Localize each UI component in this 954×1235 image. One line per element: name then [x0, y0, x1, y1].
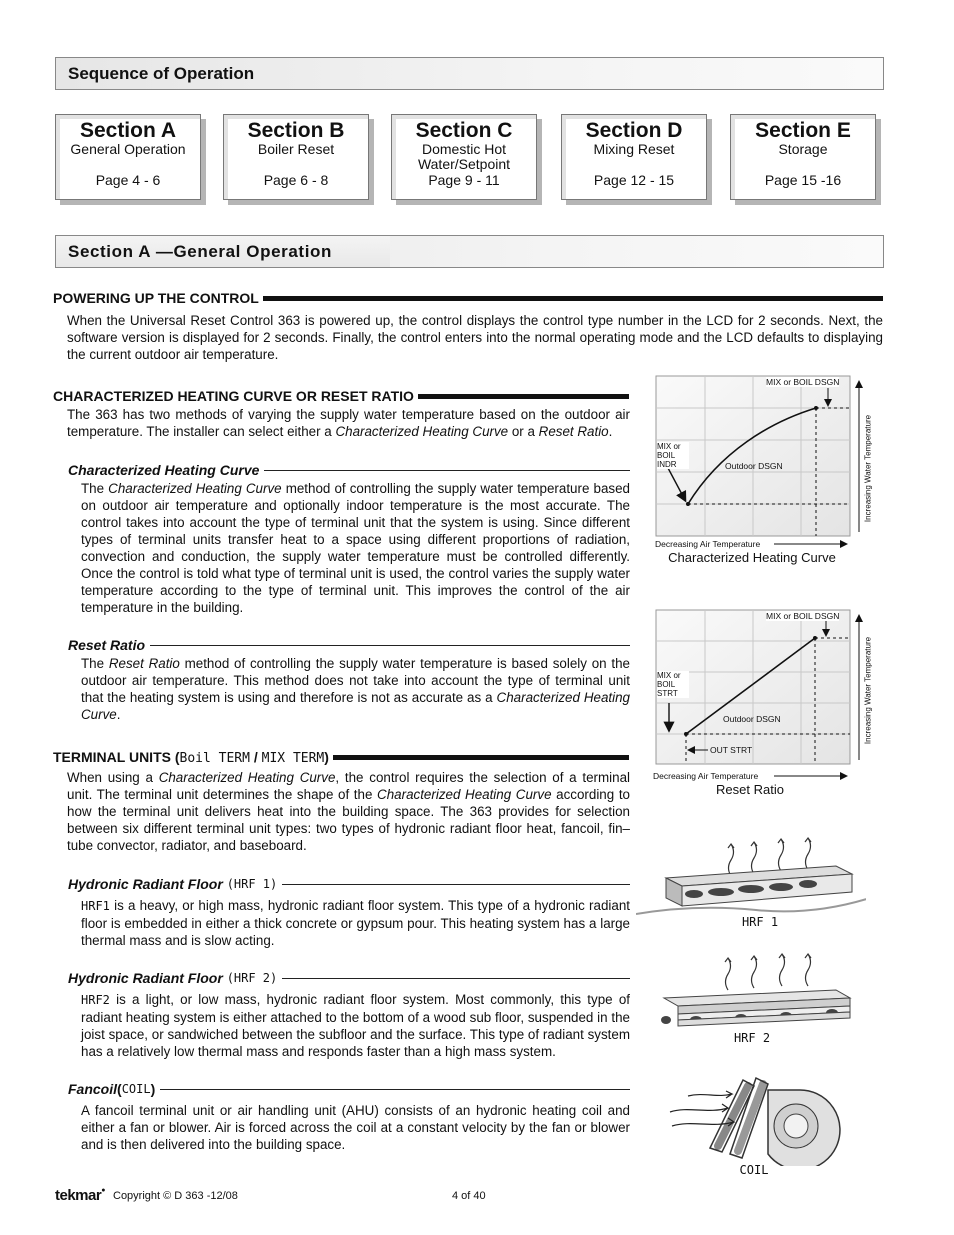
- text-em: Characterized Heating Curve: [81, 690, 631, 722]
- fancoil-heading: [68, 1081, 630, 1097]
- chc-x-axis-label: Decreasing Air Temperature: [655, 539, 761, 549]
- tab-section-e[interactable]: [730, 114, 876, 200]
- text-em: Characterized Heating Curve: [108, 481, 282, 496]
- tab-subtitle: Storage: [778, 141, 828, 157]
- rr-x-axis-label: Decreasing Air Temperature: [653, 771, 759, 781]
- fancoil-body: A fancoil terminal unit or air handling unit (AHU) consists of an hydronic heating coil and either a fan or blower. Air is forced across the coil at a constant velocity by the fan or blower and is then delivered into the building space.: [81, 1103, 630, 1152]
- rr-heading: [68, 637, 630, 653]
- text: is a light, or low mass, hydronic radiant floor system. Most commonly, this type of radiant heating system is either attached to the bottom of a wood sub floor, suspended in the joist space, or sandwiched between the subfloor and the surface. This type of radiant system has a relatively low thermal mass and responds faster than a high mass system.: [81, 992, 630, 1059]
- rr-left-label: [657, 671, 689, 698]
- powering-heading: [53, 290, 883, 306]
- hrf1-body: [81, 897, 630, 949]
- text: /: [249, 749, 262, 765]
- heading-rule: [263, 296, 883, 301]
- lcd-text: MIX TERM: [261, 751, 325, 766]
- lcd-text: (HRF 2): [226, 971, 278, 985]
- tab-section-a[interactable]: [55, 114, 201, 200]
- coil-caption: COIL: [739, 1163, 769, 1177]
- heading-rule: [160, 1089, 630, 1090]
- tab-subtitle: Domestic Hot Water/Setpoint: [417, 141, 511, 172]
- text: (: [117, 1081, 122, 1097]
- hrf2-body: [81, 991, 630, 1060]
- heading-rule: [333, 755, 629, 760]
- text: The 363 has two methods of varying the supply water temperature based on the outdoor air temperature. The installer can select either a: [67, 407, 630, 439]
- rr-out-strt-label: OUT STRT: [710, 745, 753, 755]
- heading-rule: [282, 884, 630, 885]
- label-line: BOIL: [657, 451, 676, 460]
- chc-top-label: MIX or BOIL DSGN: [766, 377, 840, 387]
- text: or a: [508, 424, 539, 439]
- text: ): [150, 1081, 156, 1097]
- tab-pages: Page 9 - 11: [428, 172, 500, 188]
- powering-body: When the Universal Reset Control 363 is powered up, the control displays the control type number in the LCD for 2 seconds. Next, the software version is displayed for 2 seconds. Finally, the control enters into the normal operating mode and the LCD defaults to displaying the current outdoor air temperature.: [67, 313, 883, 362]
- footer-copyright: Copyright © D 363 -12/08: [113, 1190, 238, 1202]
- chc-y-axis-label: Increasing Water Temperature: [863, 414, 873, 523]
- text: is a heavy, or high mass, hydronic radiant floor system. This type of a hydronic radiant floor is embedded in either a thick concrete or gypsum pour. This heating system has a large thermal mass and is slow acting.: [81, 898, 630, 948]
- hrf1-heading: [68, 876, 630, 892]
- coil-illustration: [668, 1066, 868, 1166]
- chc-caption: Characterized Heating Curve: [668, 550, 836, 565]
- powering-heading-text: POWERING UP THE CONTROL: [53, 290, 259, 306]
- terminal-body: [67, 769, 630, 854]
- heat-wave-icon: [725, 954, 811, 990]
- hrf1-illustration: [636, 826, 866, 926]
- lcd-text: Boil TERM: [179, 751, 250, 766]
- chc-mid-label: Outdoor DSGN: [725, 461, 783, 471]
- hrf1-caption: HRF 1: [741, 915, 779, 929]
- text: .: [116, 707, 121, 722]
- label-line: MIX or: [657, 671, 681, 680]
- rr-caption: Reset Ratio: [716, 782, 784, 797]
- tab-subtitle: General Operation: [70, 141, 186, 157]
- tab-title: Section D: [585, 119, 683, 142]
- curve-ratio-heading-text: CHARACTERIZED HEATING CURVE OR RESET RATIO: [53, 388, 414, 404]
- heading-rule: [150, 645, 630, 646]
- hrf2-heading-text: Hydronic Radiant Floor: [68, 970, 223, 986]
- text: The: [81, 481, 109, 496]
- sequence-title: Sequence of Operation: [68, 63, 255, 83]
- tab-pages: Page 4 - 6: [95, 172, 161, 188]
- chc-left-label: [657, 442, 689, 469]
- section-a-title: Section A —General Operation: [68, 241, 332, 261]
- text: The: [81, 656, 109, 671]
- hrf2-caption: HRF 2: [733, 1031, 771, 1045]
- lcd-text: (HRF 1): [226, 877, 278, 891]
- text: TERMINAL UNITS (: [53, 749, 180, 765]
- tab-subtitle: Boiler Reset: [257, 141, 335, 157]
- text-em: Characterized Heating Curve: [377, 787, 552, 802]
- air-flow-icon: [670, 1091, 734, 1126]
- rr-y-axis-label: Increasing Water Temperature: [863, 636, 873, 745]
- tab-section-b[interactable]: [223, 114, 369, 200]
- tab-title: Section A: [79, 119, 177, 142]
- lcd-text: HRF1: [81, 899, 110, 913]
- terminal-heading-text: [53, 749, 329, 766]
- tab-pages: Page 12 - 15: [593, 172, 675, 188]
- lcd-text: COIL: [121, 1082, 151, 1096]
- rr-heading-text: Reset Ratio: [68, 637, 146, 653]
- label-line: INDR: [657, 460, 677, 469]
- tab-title: Section C: [415, 119, 513, 142]
- label-line: BOIL: [657, 680, 676, 689]
- heading-rule: [418, 394, 629, 399]
- tab-section-c[interactable]: [391, 114, 537, 200]
- rr-top-label: MIX or BOIL DSGN: [766, 611, 840, 621]
- text-em: Reset Ratio: [538, 424, 609, 439]
- text-em: Characterized Heating Curve: [158, 770, 336, 785]
- blower-hub: [784, 1114, 808, 1138]
- heading-rule: [264, 470, 630, 471]
- text: method of controlling the supply water temperature is based solely on the outdoor air temperature. This method does not take into account the type of terminal unit that the heating system is using and therefore is not as accurate as a: [81, 656, 630, 705]
- brand-mark: ●: [101, 1187, 105, 1194]
- rr-mid-label: Outdoor DSGN: [723, 714, 781, 724]
- lcd-text: HRF2: [81, 993, 110, 1007]
- tab-section-d[interactable]: [561, 114, 707, 200]
- text: .: [608, 424, 613, 439]
- text: , the control requires the selection of a terminal unit. The terminal unit determines the shape of the: [67, 770, 630, 802]
- text: method of controlling the supply water temperature based on outdoor air temperature and optionally indoor temperature is the most accurate. The control takes into account the type of terminal unit that the system is using. Since different types of terminal units transfer heat to a space using different proportions of radiation, convection and conduction, the supply water temperature must be controlled differently. Once the control is told what type of terminal unit is used, the control varies the supply water temperature according to the type of terminal unit. This improves the control of the air temperature in the building.: [81, 481, 630, 615]
- sequence-header-bar: [55, 57, 884, 90]
- hrf2-illustration: [636, 946, 866, 1036]
- terminal-heading: [53, 749, 629, 766]
- label-line: MIX or: [657, 442, 681, 451]
- tab-title: Section E: [755, 119, 851, 142]
- tab-title: Section B: [247, 119, 345, 142]
- text-em: Reset Ratio: [108, 656, 180, 671]
- chc-heading: [68, 462, 630, 478]
- rr-body: [81, 655, 630, 723]
- footer-page: 4 of 40: [452, 1190, 486, 1202]
- tab-pages: Page 6 - 8: [263, 172, 329, 188]
- hrf1-heading-text: Hydronic Radiant Floor: [68, 876, 223, 892]
- curve-ratio-heading: [53, 388, 629, 404]
- text: ): [324, 749, 329, 765]
- label-line: STRT: [657, 689, 678, 698]
- hrf2-heading: [68, 970, 630, 986]
- text: according to how the terminal unit delivers heat into the building space. The 363 provides for selection between six different terminal unit types: two types of hydronic radiant floor heat, fancoil, fin–tube convector, radiator, and baseboard.: [67, 787, 630, 853]
- chc-body: [81, 480, 630, 616]
- text: When using a: [67, 770, 159, 785]
- curve-ratio-body: [67, 406, 630, 440]
- section-a-bar: [55, 235, 884, 268]
- text-em: Characterized Heating Curve: [335, 424, 509, 439]
- footer-brand: [55, 1187, 105, 1204]
- chc-figure: [650, 372, 873, 567]
- brand-logo: tekmar: [55, 1187, 102, 1204]
- heading-rule: [282, 978, 630, 979]
- rr-figure: [650, 606, 873, 784]
- tab-subtitle: Mixing Reset: [593, 141, 675, 157]
- tab-pages: Page 15 -16: [764, 172, 842, 188]
- fancoil-heading-text: Fancoil: [68, 1081, 118, 1097]
- chc-heading-text: Characterized Heating Curve: [68, 462, 260, 478]
